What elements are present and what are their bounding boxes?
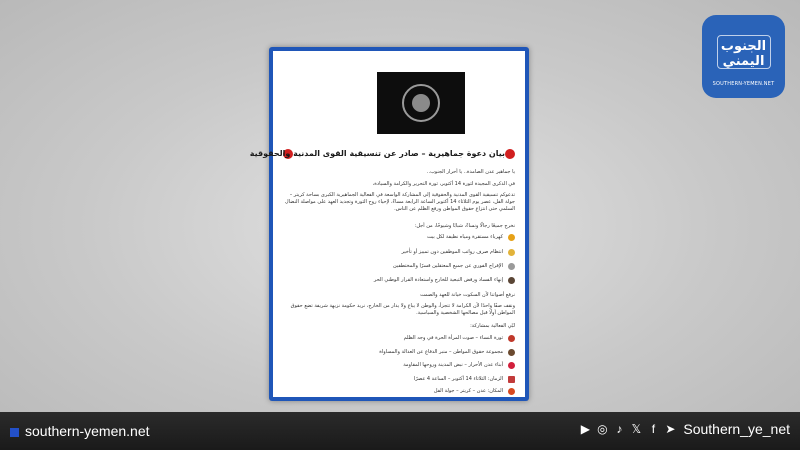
document-title-row <box>249 147 525 161</box>
participant-item: ثورة النساء – صوت المرأة الحرة في وجه الظلم <box>403 335 503 341</box>
x-icon[interactable]: 𝕏 <box>631 422 642 436</box>
goal-item: كهرباء مستقرة ومياه نظيفة لكل بيت <box>426 234 503 240</box>
youtube-icon[interactable]: ▶ <box>580 422 590 436</box>
brand-logo <box>702 15 785 98</box>
anniversary-line: في الذكرى المجيدة لثورة 14 أكتوبر، ثورة التحرير والكرامة والسيادة، <box>372 181 515 187</box>
lightning-icon <box>508 234 515 241</box>
time-line: الزمان: الثلاثاء 14 أكتوبر – الساعة 4 عصرًا <box>413 376 503 382</box>
handcuffs-icon <box>508 263 515 270</box>
instagram-icon[interactable]: ◎ <box>597 422 608 436</box>
calendar-icon <box>508 376 515 383</box>
brand-domain-label: SOUTHERN-YEMEN.NET <box>712 81 775 87</box>
goal-item: الإفراج الفوري عن جميع المعتقلين قسرًا والمختطفين <box>393 263 503 269</box>
red-circle-icon <box>505 149 515 159</box>
pin-icon <box>508 388 515 395</box>
social-handle[interactable]: Southern_ye_net <box>683 421 790 437</box>
participant-item: أبناء عدن الأحرار – نبض المدينة وروحها المقاومة <box>403 362 503 368</box>
fist-icon <box>508 277 515 284</box>
footer-site <box>10 423 150 439</box>
footer-social <box>577 421 790 437</box>
facebook-icon[interactable]: f <box>651 422 656 436</box>
stand-paragraph: ونقف صفًا واحدًا لأن الكرامة لا تتجزأ، والوطن لا يباع ولا يدار من الخارج، نريد حكومة نزيهة شريفة تضع حقوق المواطن أولًا قبل مصالحها الشخصية والسياسية. <box>290 303 515 316</box>
place-line: المكان: عدن – كريتر – جولة الفل <box>433 388 503 394</box>
telegram-icon[interactable]: ➤ <box>665 422 676 436</box>
site-link[interactable]: southern-yemen.net <box>25 423 150 439</box>
greeting-line: يا جماهير عدن الصامدة.. يا أحرار الجنوب.. <box>426 169 515 175</box>
money-bag-icon <box>508 249 515 256</box>
square-icon <box>10 428 19 437</box>
organization-logo <box>377 72 465 134</box>
call-line: لبّي الفعالية بمشاركة: <box>470 323 515 329</box>
goal-item: انتظام صرف رواتب الموظفين دون تمييز أو تأخير <box>401 249 503 255</box>
brand-name-arabic: الجنوب اليمني <box>720 39 767 69</box>
document-title: بيان دعوة جماهيرية – صادر عن تنسيقية القوى المدنية والحقوقية <box>249 149 505 158</box>
emblem-icon <box>402 84 440 122</box>
heart-icon <box>508 362 515 369</box>
fist-icon <box>508 349 515 356</box>
document-frame <box>249 47 529 401</box>
rose-icon <box>508 335 515 342</box>
invitation-paragraph: تدعوكم تنسيقية القوى المدنية والحقوقية إلى المشاركة الواسعة في الفعالية الجماهيرية الكبرى بساحة كريتر – جولة الفل، عصر يوم الثلاثاء 14 أكتوبر الساعة الرابعة مساءً، لإحياء روح الثورة وتجديد العهد على مواصلة النضال السلمي حتى انتزاع حقوق المواطن ورفع الظلم عن الناس. <box>285 192 515 212</box>
goals-intro: نخرج جميعًا رجالًا ونساءً، شبابًا وشيوخًا، من أجل: <box>414 223 515 229</box>
silence-line: نرفع أصواتنا لأن السكوت خيانة للعهد والصمت <box>420 292 515 298</box>
footer-bar <box>0 412 800 450</box>
goal-item: إنهاء الفساد ورفض التبعية للخارج واستعادة القرار الوطني الحر <box>373 277 503 283</box>
tiktok-icon[interactable]: ♪ <box>616 422 623 436</box>
document-page <box>249 51 525 397</box>
participant-item: مجموعة حقوق المواطن – منبر الدفاع عن العدالة والمساواة <box>379 349 503 355</box>
